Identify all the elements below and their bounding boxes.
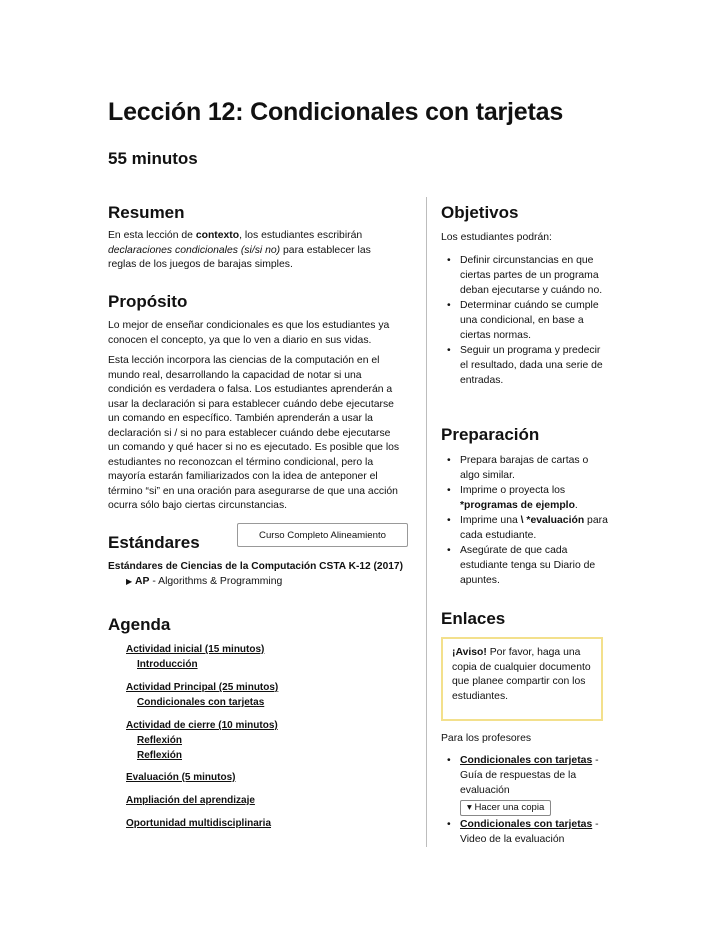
agenda-link-warmup[interactable]: Actividad inicial (15 minutos): [126, 644, 265, 655]
agenda-link-main-activity[interactable]: Condicionales con tarjetas: [137, 697, 265, 708]
answer-key-link[interactable]: Condicionales con tarjetas: [460, 755, 593, 766]
column-divider: [426, 197, 427, 847]
full-course-alignment-button[interactable]: Curso Completo Alineamiento: [237, 523, 408, 547]
objetivos-intro: Los estudiantes podrán:: [441, 232, 552, 243]
sample-programs-link[interactable]: *programas de ejemplo: [460, 500, 575, 511]
agenda-link-reflection-2[interactable]: Reflexión: [137, 750, 183, 761]
agenda-link-extension[interactable]: Ampliación del aprendizaje: [126, 795, 255, 806]
objetivos-list: [441, 253, 609, 388]
objetivo-item: • Definir circunstancias en que ciertas partes de un programa deban ejecutarse y cuándo no.: [441, 253, 609, 298]
teacher-link-item: • Condicionales con tarjetas - Video de la evaluación: [441, 817, 609, 847]
assessment-link[interactable]: \ *evaluación: [520, 515, 585, 526]
for-teachers-label: Para los profesores: [441, 733, 532, 744]
preparacion-item: • Imprime o proyecta los *programas de ejemplo.: [441, 483, 609, 513]
objetivo-item: • Seguir un programa y predecir el resultado, dada una serie de entradas.: [441, 343, 609, 388]
preparacion-heading: Preparación: [441, 425, 540, 444]
lesson-title: Lección 12: Condicionales con tarjetas: [108, 98, 564, 126]
agenda-link-interdisciplinary[interactable]: Oportunidad multidisciplinaria: [126, 818, 272, 829]
enlaces-heading: Enlaces: [441, 609, 506, 628]
standards-framework: Estándares de Ciencias de la Computación CSTA K-12 (2017): [108, 561, 403, 572]
lesson-duration: 55 minutos: [108, 149, 198, 168]
proposito-heading: Propósito: [108, 292, 188, 311]
agenda-link-intro[interactable]: Introducción: [137, 659, 198, 670]
estandares-heading: Estándares: [108, 533, 200, 552]
notice-box: ¡Aviso! Por favor, haga una copia de cualquier documento que planee compartir con los estudiantes.: [441, 637, 603, 721]
resumen-text: En esta lección de contexto, los estudiantes escribirán declaraciones condicionales (si/si no) para establecer las reglas de los juegos de barajas simples.: [108, 230, 371, 270]
make-copy-button[interactable]: ▾ Hacer una copia: [460, 800, 551, 816]
assessment-video-link[interactable]: Condicionales con tarjetas: [460, 819, 593, 830]
preparacion-item: • Asegúrate de que cada estudiante tenga su Diario de apuntes.: [441, 543, 609, 588]
agenda-link-main[interactable]: Actividad Principal (25 minutos): [126, 682, 279, 693]
agenda-link-wrapup[interactable]: Actividad de cierre (10 minutos): [126, 720, 278, 731]
resumen-heading: Resumen: [108, 203, 185, 222]
expand-arrow-icon[interactable]: ▶: [126, 577, 133, 586]
standard-item-ap[interactable]: ▶ AP - Algorithms & Programming: [126, 576, 283, 587]
preparacion-item: • Prepara barajas de cartas o algo similar.: [441, 453, 609, 483]
proposito-paragraph-2: Esta lección incorpora las ciencias de la computación en el mundo real, desarrollando la capacidad de notar si una condición es verdadera o falsa. Los estudiantes aprenderán a usar la declaración si para establecer cuándo debe ejecutarse un comando en específico. También aprenderán a usar la declaración si / si no para establecer cuándo debe ejecutarse un comando y qué hacer si no es ejecutado. Es posible que los estudiantes no reconozcan el término condicional, pero la mayoría estarán familiarizados con la idea de anteponer el término “si” en una oración para asegurarse de que una acción ocurra sólo bajo ciertas circunstancias.: [108, 355, 400, 511]
dropdown-arrow-icon: ▾: [467, 802, 472, 813]
agenda-link-assessment[interactable]: Evaluación (5 minutos): [126, 772, 236, 783]
teacher-links-list: [441, 753, 609, 847]
preparacion-item: • Imprime una \ *evaluación para cada estudiante.: [441, 513, 609, 543]
objetivo-item: • Determinar cuándo se cumple una condicional, en base a ciertas normas.: [441, 298, 609, 343]
agenda-link-reflection-1[interactable]: Reflexión: [137, 735, 183, 746]
teacher-link-item: • Condicionales con tarjetas - Guía de respuestas de la evaluación ▾ Hacer una copia: [441, 753, 609, 816]
objetivos-heading: Objetivos: [441, 203, 519, 222]
agenda-heading: Agenda: [108, 615, 171, 634]
preparacion-list: [441, 453, 609, 588]
proposito-paragraph-1: Lo mejor de enseñar condicionales es que los estudiantes ya conocen el concepto, ya que lo ven a diario en sus vidas.: [108, 320, 390, 346]
